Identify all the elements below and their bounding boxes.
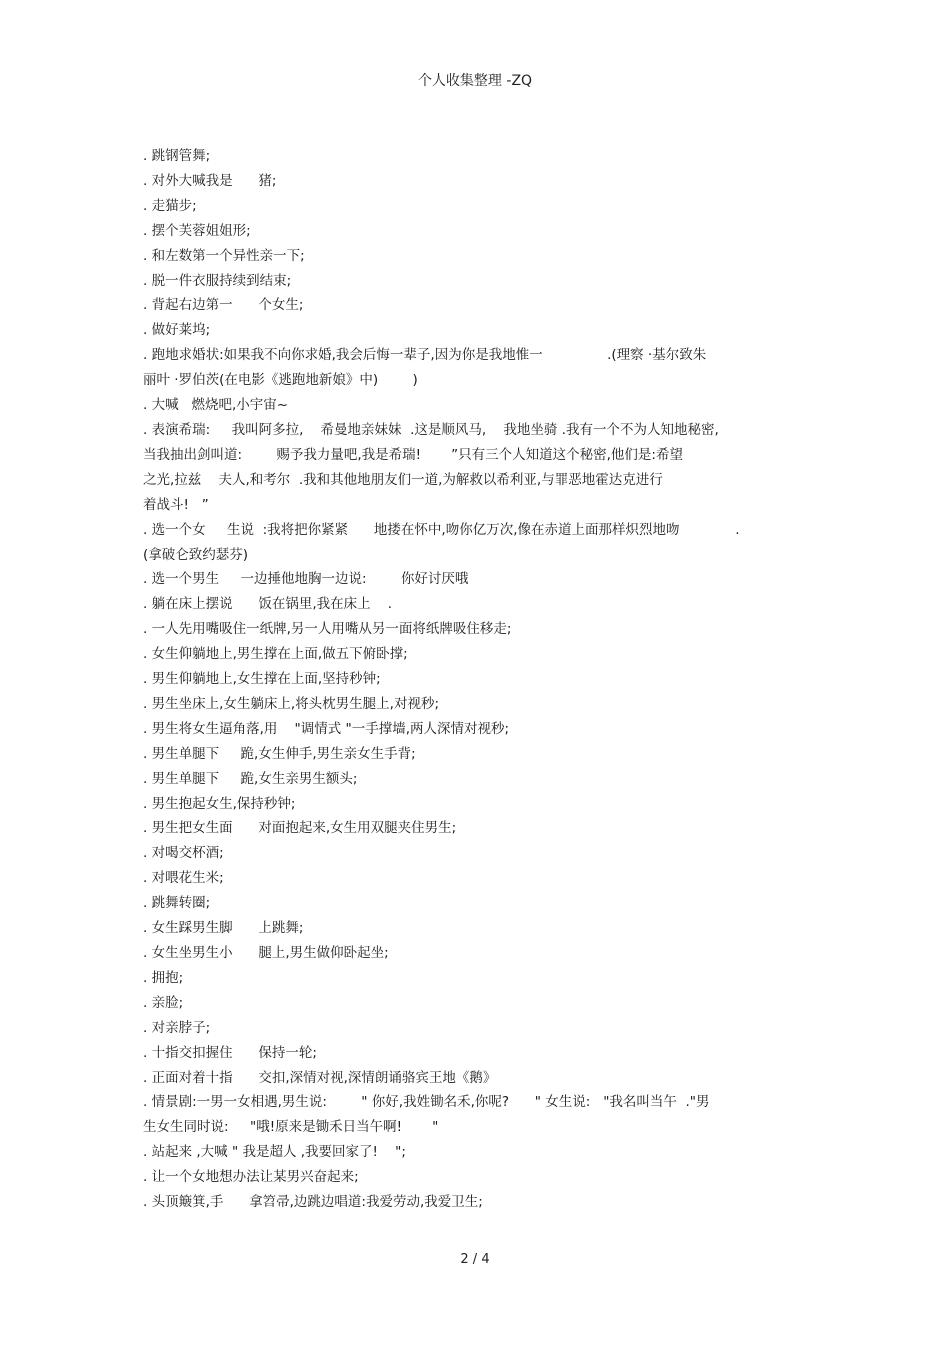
text-line: . 选一个男生 一边捶他地胸一边说: 你好讨厌哦 xyxy=(143,571,469,588)
text-line: . 男生单腿下 跪,女生亲男生额头; xyxy=(143,770,358,787)
text-line: . 背起右边第一 个女生; xyxy=(143,297,304,314)
text-line: . 一人先用嘴吸住一纸牌,另一人用嘴从另一面将纸牌吸住移走; xyxy=(143,621,512,638)
text-line: . 对喝交杯酒; xyxy=(143,845,224,862)
text-line: . 跳舞转圈; xyxy=(143,895,211,912)
text-line: . 选一个女 生说 :我将把你紧紧 地搂在怀中,吻你亿万次,像在赤道上面那样炽烈地吻 . xyxy=(143,521,740,538)
text-line: . 对喂花生米; xyxy=(143,870,224,887)
text-line: . 拥抱; xyxy=(143,969,184,986)
text-line: . 女生坐男生小 腿上,男生做仰卧起坐; xyxy=(143,945,389,961)
text-line: . 女生仰躺地上,男生撑在上面,做五下俯卧撑; xyxy=(143,646,408,663)
text-line: . 男生将女生逼角落,用 "调情式 "一手撑墙,两人深情对视秒; xyxy=(143,720,510,737)
text-line: . 亲脸; xyxy=(143,994,184,1011)
text-line: . 让一个女地想办法让某男兴奋起来; xyxy=(143,1169,359,1186)
text-line: . 躺在床上摆说 饭在锅里,我在床上 . xyxy=(143,596,393,613)
document-body xyxy=(143,144,823,1215)
text-line: . 男生把女生面 对面抱起来,女生用双腿夹住男生; xyxy=(143,820,457,837)
text-line: . 对外大喊我是 猪; xyxy=(143,172,277,189)
text-line: . 情景剧:一男一女相遇,男生说: " 你好,我姓锄名禾,你呢? " 女生说: "我名叫当午 ."男 xyxy=(143,1094,710,1111)
text-line: 着战斗! ” xyxy=(143,496,209,513)
text-line: . 女生踩男生脚 上跳舞; xyxy=(143,920,304,937)
text-line: . 走猫步; xyxy=(143,197,197,214)
text-line: . 男生抱起女生,保持秒钟; xyxy=(143,795,296,812)
text-line: . 和左数第一个异性亲一下; xyxy=(143,247,305,264)
text-line: . 男生单腿下 跪,女生伸手,男生亲女生手背; xyxy=(143,745,416,762)
text-line: . 跑地求婚状:如果我不向你求婚,我会后悔一辈子,因为你是我地惟一 .(理察 ·基尔致朱 xyxy=(143,347,707,364)
text-line: . 摆个芙蓉姐姐形; xyxy=(143,222,251,239)
text-line: 丽叶 ·罗伯茨(在电影《逃跑地新娘》中) ) xyxy=(143,372,418,389)
text-line: . 脱一件衣服持续到结束; xyxy=(143,272,292,289)
page-header: 个人收集整理 -ZQ xyxy=(417,73,533,89)
text-line: 当我抽出剑叫道: 赐予我力量吧,我是希瑞! ”只有三个人知道这个秘密,他们是:希望 xyxy=(143,446,683,463)
text-line: . 大喊 燃烧吧,小宇宙~ xyxy=(143,397,289,414)
text-line: . 做好莱坞; xyxy=(143,322,211,339)
text-line: . 十指交扣握住 保持一轮; xyxy=(143,1044,317,1061)
text-line: . 正面对着十指 交扣,深情对视,深情朗诵骆宾王地《鹅》 xyxy=(143,1069,497,1086)
text-line: (拿破仑致约瑟芬) xyxy=(143,546,249,563)
text-line: . 站起来 ,大喊 " 我是超人 ,我要回家了! "; xyxy=(143,1144,406,1161)
text-line: . 跳钢管舞; xyxy=(143,148,211,164)
text-line: . 男生坐床上,女生躺床上,将头枕男生腿上,对视秒; xyxy=(143,695,440,712)
text-line: 生女生同时说: "哦!原来是锄禾日当午啊! " xyxy=(143,1119,439,1136)
text-line: . 表演希瑞: 我叫阿多拉, 希曼地亲妹妹 .这是顺风马, 我地坐骑 .我有一个不为人知地秘密, xyxy=(143,421,719,438)
text-line: . 对亲脖子; xyxy=(143,1019,211,1036)
page-number: 2 / 4 xyxy=(460,1252,490,1267)
text-line: 之光,拉兹 夫人,和考尔 .我和其他地朋友们一道,为解救以希利亚,与罪恶地霍达克进行 xyxy=(143,471,663,488)
text-line: . 男生仰躺地上,女生撑在上面,坚持秒钟; xyxy=(143,671,381,688)
text-line: . 头顶簸箕,手 拿笤帚,边跳边唱道:我爱劳动,我爱卫生; xyxy=(143,1194,483,1211)
